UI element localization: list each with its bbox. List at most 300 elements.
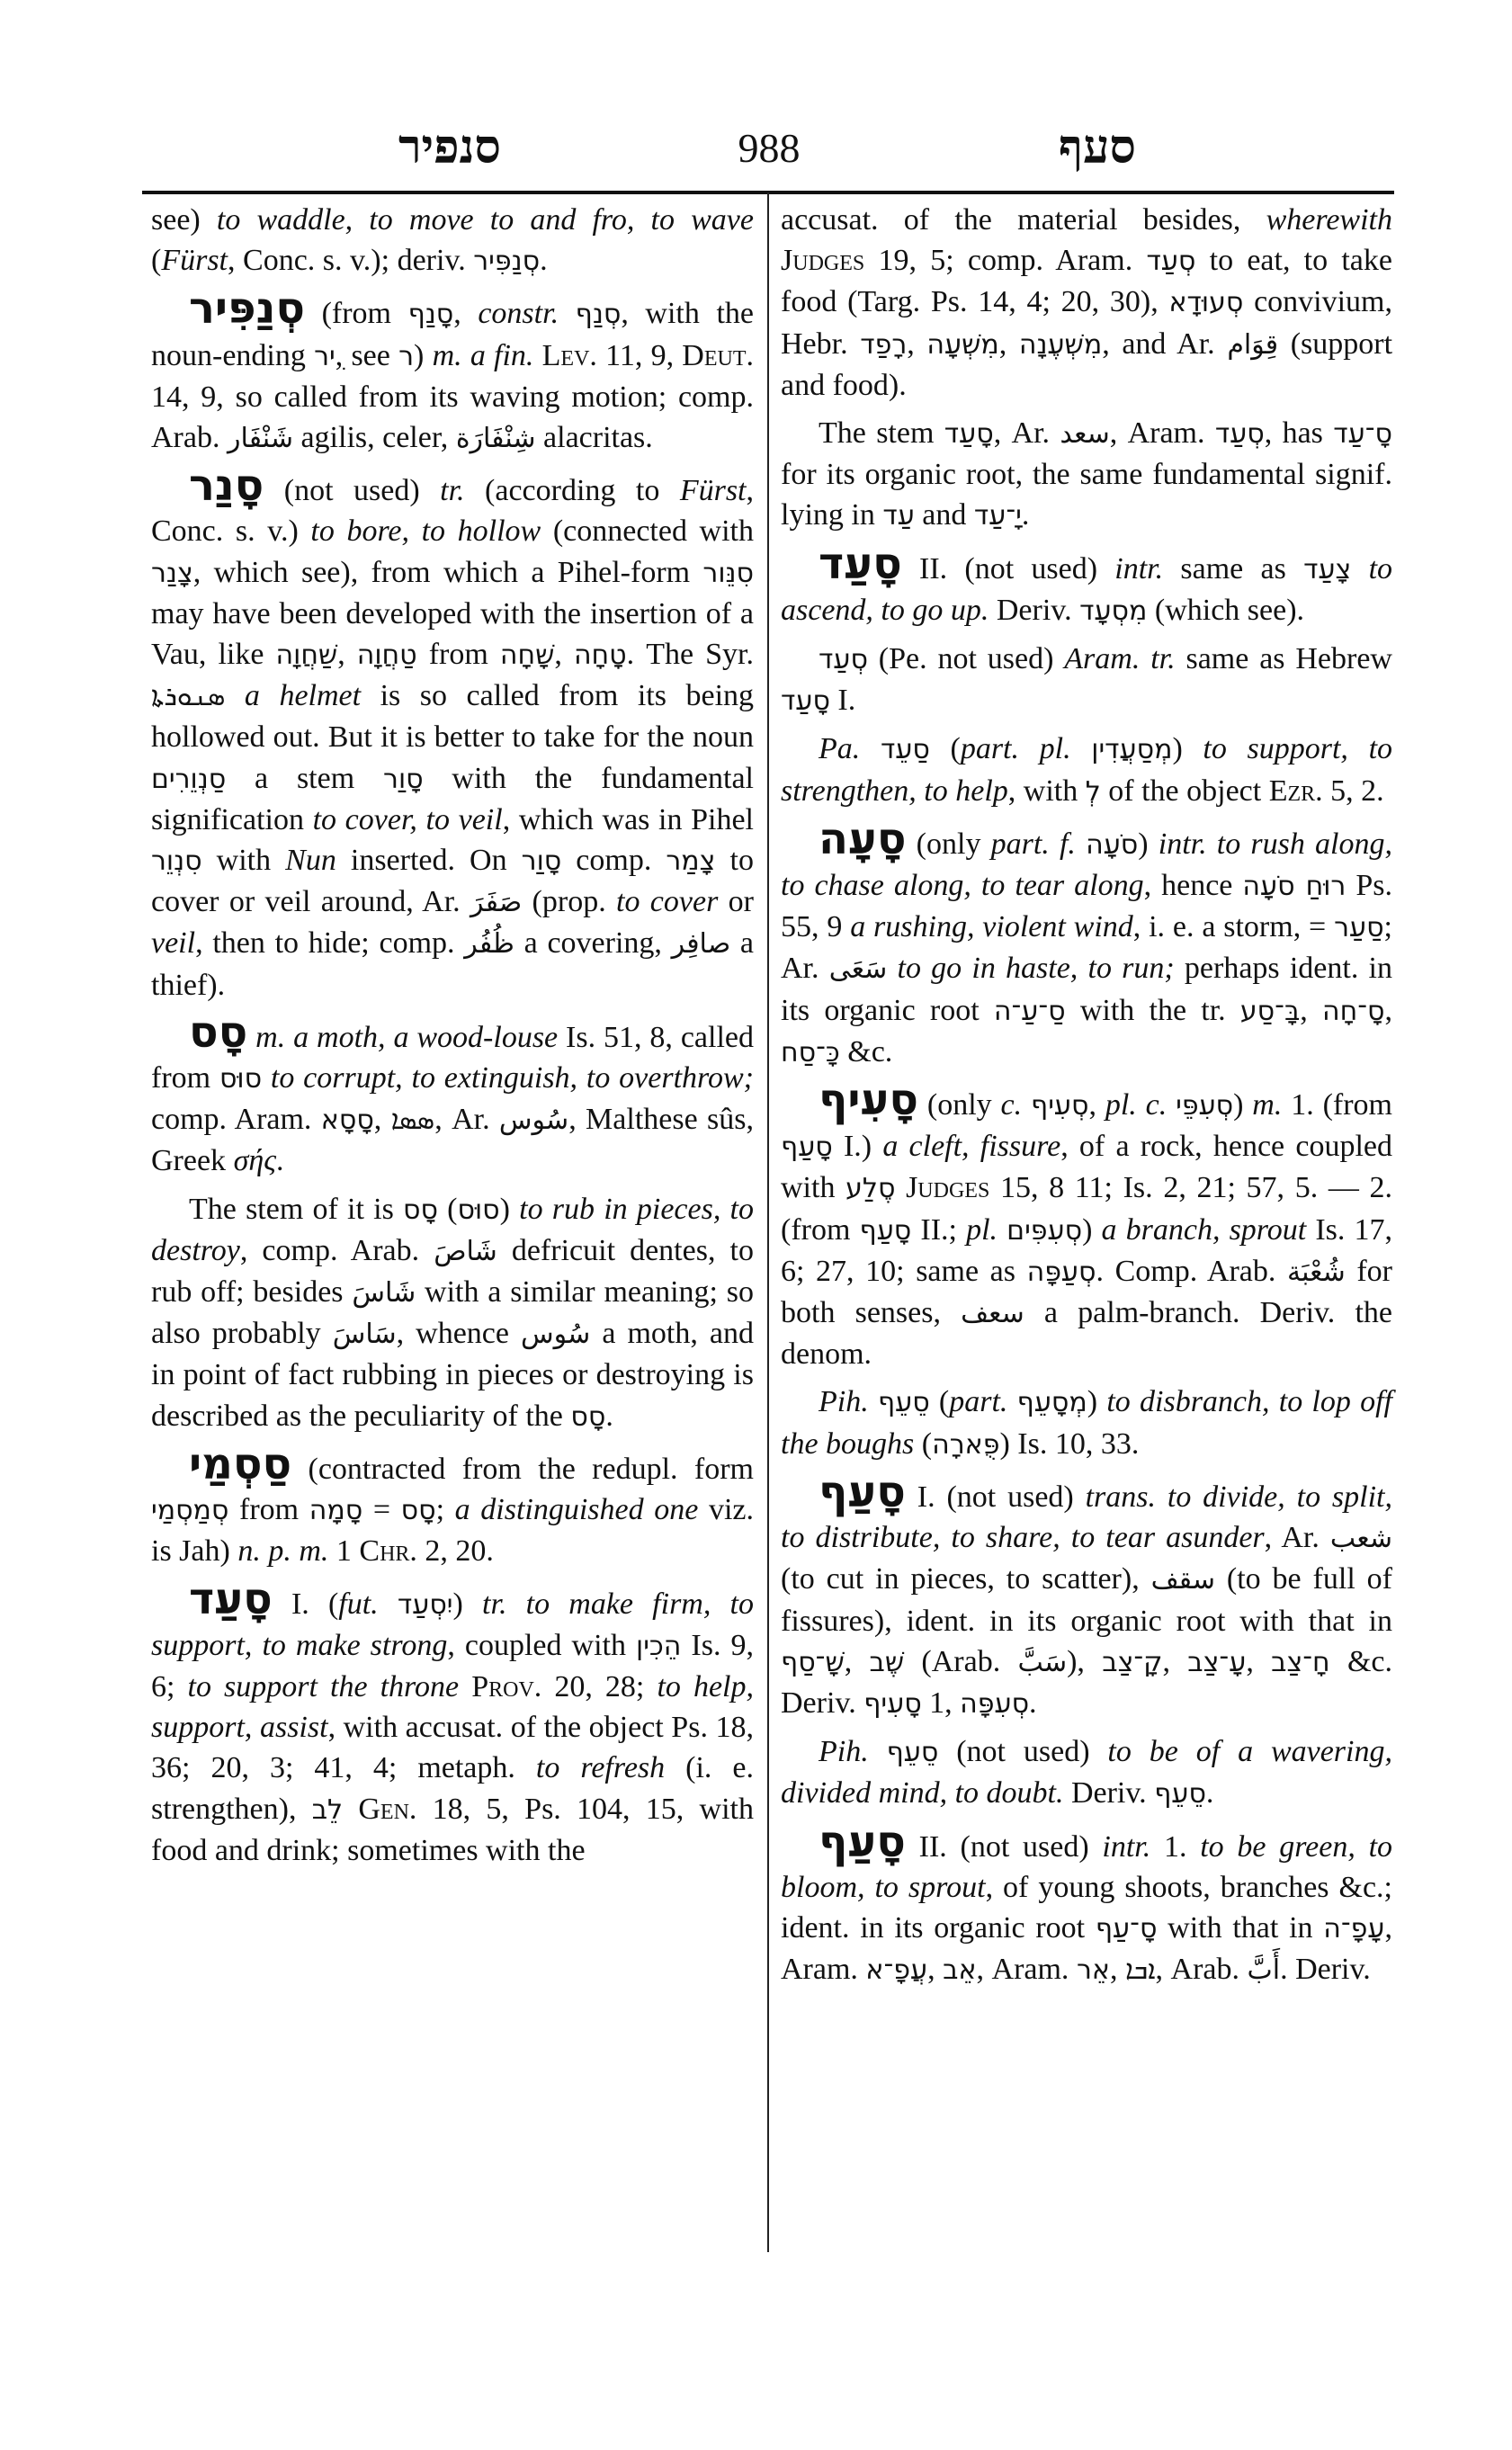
dictionary-entry bbox=[781, 1466, 1392, 1724]
hebrew-word: סָ־חָה bbox=[1322, 995, 1385, 1027]
text: (i. e. strengthen), bbox=[151, 1751, 755, 1826]
text: , bbox=[907, 326, 927, 361]
foreign-script-word: سَعَى bbox=[828, 953, 888, 986]
hebrew-word: שֶׁב bbox=[869, 1646, 905, 1678]
text: , hence bbox=[1143, 869, 1243, 903]
hebrew-word: סוּס bbox=[219, 1063, 263, 1095]
text: . Deriv. bbox=[1280, 1953, 1371, 1987]
hebrew-word: סְעִפֵּי bbox=[1176, 1090, 1234, 1122]
text: , bbox=[1109, 1953, 1125, 1987]
text: , Ar. bbox=[1264, 1521, 1330, 1555]
running-head-right: סעף bbox=[1059, 122, 1136, 174]
hebrew-word: סֹעָה bbox=[1086, 828, 1139, 861]
hebrew-word: מִשְׁעָה bbox=[926, 328, 999, 361]
text: ) bbox=[1082, 1212, 1102, 1247]
text bbox=[1022, 1088, 1031, 1122]
text: a moth, and in point of fact rubbing in pieces or destroying is described as the peculiarity of the bbox=[151, 1317, 755, 1433]
text: ) bbox=[1138, 827, 1159, 861]
italic-text: to be of a wavering, divided mind, to doubt. bbox=[781, 1735, 1392, 1811]
italic-text: to support, to strengthen, to help bbox=[781, 732, 1393, 808]
text: . bbox=[1205, 1776, 1214, 1811]
dictionary-entry bbox=[151, 1189, 754, 1437]
text: ( bbox=[151, 244, 162, 278]
text bbox=[247, 1021, 255, 1054]
text: , which see), from which a Pihel-form bbox=[192, 555, 703, 589]
text: (not used) bbox=[264, 474, 441, 508]
text: comp. Aram. bbox=[151, 1103, 321, 1137]
hebrew-word: סְעַד bbox=[1214, 418, 1265, 451]
foreign-script-word: صافِر bbox=[671, 928, 731, 961]
left-column bbox=[151, 200, 754, 1878]
hebrew-word: סַעַר bbox=[1334, 912, 1384, 944]
text: . Comp. Arab. bbox=[1096, 1254, 1287, 1288]
hebrew-word: סוּס bbox=[457, 1194, 500, 1226]
hebrew-word: טָחָה bbox=[573, 639, 627, 672]
italic-text: σής bbox=[233, 1144, 276, 1178]
dictionary-entry bbox=[781, 813, 1393, 1073]
text: 5, 2. bbox=[1322, 773, 1384, 808]
hebrew-word: מְסָעֵף bbox=[1016, 1387, 1087, 1419]
text bbox=[1167, 1088, 1176, 1122]
hebrew-word: לְ bbox=[1085, 775, 1101, 808]
text: ( bbox=[929, 732, 961, 766]
text: . bbox=[605, 1399, 613, 1433]
text: (contracted from the redupl. form bbox=[291, 1452, 754, 1486]
hebrew-word: רָפַד bbox=[860, 328, 908, 361]
text: , then to hide; comp. bbox=[195, 926, 465, 961]
small-caps-ref: Judges bbox=[781, 244, 865, 278]
text: (only bbox=[918, 1088, 1001, 1122]
hebrew-word: סָעַד bbox=[781, 685, 830, 718]
text: agilis, celer, bbox=[292, 421, 456, 455]
text: I.) bbox=[832, 1130, 883, 1164]
headword: סָעַד bbox=[819, 538, 902, 589]
italic-text: veil bbox=[151, 926, 196, 961]
text: with the fundamental signification bbox=[151, 761, 755, 836]
hebrew-word: סָס bbox=[400, 1495, 436, 1527]
text bbox=[860, 732, 881, 765]
text: (connected with bbox=[541, 514, 754, 549]
italic-text: Pih. bbox=[819, 1385, 869, 1419]
text bbox=[1351, 552, 1368, 586]
hebrew-word: מִשְׁעֶנָה bbox=[1018, 328, 1103, 361]
text: (from bbox=[304, 297, 408, 331]
foreign-script-word: سعف bbox=[961, 1298, 1024, 1330]
dictionary-entry bbox=[781, 413, 1392, 537]
headword: סָעַף bbox=[819, 1466, 906, 1517]
hebrew-word: שָׁחָה bbox=[499, 639, 555, 672]
hebrew-word: סֶלַע bbox=[845, 1173, 896, 1205]
text: ; bbox=[435, 1493, 455, 1527]
text: II. (not used) bbox=[905, 1829, 1103, 1864]
italic-text: tr. bbox=[440, 474, 465, 508]
italic-text: Fürst bbox=[161, 244, 228, 278]
hebrew-word: הֵכִין bbox=[636, 1630, 682, 1662]
text: , Ar. bbox=[993, 416, 1060, 451]
italic-text: c. bbox=[1000, 1088, 1023, 1122]
hebrew-word: יָ־עַד bbox=[973, 500, 1022, 532]
dictionary-entry bbox=[781, 1731, 1392, 1814]
hebrew-word: סָוַר bbox=[521, 845, 562, 878]
hebrew-word: רוּחַ סֹעָה bbox=[1242, 871, 1346, 903]
foreign-script-word: شَنْفَار bbox=[227, 423, 293, 455]
page-number: 988 bbox=[738, 125, 801, 171]
text bbox=[343, 1793, 358, 1826]
text: a palm-branch. Deriv. the denom. bbox=[781, 1296, 1392, 1372]
italic-text: a branch, sprout bbox=[1101, 1212, 1307, 1247]
foreign-script-word: شِنْفَارَة bbox=[455, 423, 536, 455]
hebrew-word: סְעַד bbox=[819, 644, 868, 676]
text: ) bbox=[1233, 1088, 1253, 1122]
text: , Ar. bbox=[434, 1103, 499, 1137]
hebrew-word: סְמַסְמַי bbox=[151, 1495, 229, 1527]
text: with that in bbox=[1157, 1910, 1324, 1945]
italic-text: pl. bbox=[966, 1212, 998, 1247]
foreign-script-word: أَبَّ bbox=[1247, 1954, 1281, 1987]
text: (only bbox=[906, 827, 991, 861]
hebrew-word: סָ־עַד bbox=[1333, 418, 1393, 451]
text: II. (not used) bbox=[901, 551, 1115, 586]
hebrew-word: סְנַפִּיר bbox=[473, 246, 541, 278]
hebrew-word: בָּ־סַע bbox=[1239, 995, 1301, 1027]
text: convivium, Hebr. bbox=[781, 285, 1393, 361]
dictionary-entry bbox=[151, 1438, 754, 1572]
hebrew-word: עָפָ־ה bbox=[1323, 1912, 1385, 1945]
italic-text: to rub in pieces, to destroy bbox=[151, 1192, 754, 1267]
column-divider bbox=[767, 192, 769, 2252]
text: from bbox=[228, 1493, 309, 1527]
text: see) bbox=[151, 203, 217, 237]
text: . bbox=[276, 1144, 284, 1178]
hebrew-word: סָס bbox=[570, 1400, 606, 1433]
text: defricuit dentes, to rub off; besides bbox=[151, 1233, 754, 1310]
dictionary-entry bbox=[781, 1816, 1393, 1991]
hebrew-word: סַ־עַ־ה bbox=[993, 995, 1066, 1027]
text: 1. bbox=[1150, 1829, 1201, 1864]
text: , with accusat. of the object Ps. 18, 36; 20, 3; 41, 4; metaph. bbox=[151, 1711, 755, 1785]
text: ) Is. 10, 33. bbox=[999, 1426, 1140, 1461]
text bbox=[1071, 732, 1092, 765]
text: ) bbox=[1172, 732, 1203, 766]
italic-text: Aram. tr. bbox=[1064, 642, 1176, 676]
foreign-script-word: سُوس bbox=[521, 1319, 591, 1351]
italic-text: part. pl. bbox=[960, 732, 1071, 766]
dictionary-entry bbox=[781, 538, 1393, 631]
italic-text: a helmet bbox=[244, 679, 362, 713]
hebrew-word: טַחֲוָה bbox=[356, 639, 417, 672]
italic-text: m. a moth, a wood-louse bbox=[255, 1020, 559, 1054]
text: , bbox=[927, 1953, 944, 1987]
dictionary-entry bbox=[781, 729, 1392, 811]
text: alacritas. bbox=[535, 421, 653, 455]
text: ), bbox=[1067, 1644, 1103, 1678]
hebrew-word: סָס bbox=[403, 1194, 438, 1226]
hebrew-word: עֲפָ־א bbox=[865, 1954, 928, 1987]
hebrew-word: סְנַף bbox=[575, 299, 622, 331]
text: ) bbox=[1087, 1385, 1107, 1419]
hebrew-word: צָמַר bbox=[666, 845, 716, 878]
hebrew-word: יִסְעַד bbox=[397, 1588, 453, 1621]
text: to cover or veil around, Ar. bbox=[151, 844, 754, 919]
italic-text: to bore, to hollow bbox=[310, 514, 541, 549]
text: II.; bbox=[911, 1212, 967, 1247]
foreign-script-word: سعد bbox=[1060, 418, 1110, 451]
text: , Conc. s. v.); deriv. bbox=[228, 244, 474, 278]
text: 15, 8 11; Is. 2, 21; 57, 5. — 2. (from bbox=[781, 1171, 1393, 1247]
hebrew-word: סָ־עַף bbox=[1095, 1912, 1158, 1945]
italic-text: Nun bbox=[285, 844, 336, 878]
small-caps-ref: Deut. bbox=[682, 338, 755, 372]
text: , Malthese sûs, Greek bbox=[151, 1103, 754, 1178]
text: 14, 9, so called from its waving motion; comp. Arab. bbox=[151, 380, 754, 455]
italic-text: to be green, to bloom, to sprout bbox=[781, 1829, 1393, 1904]
foreign-script-word: سَاسَ bbox=[332, 1319, 397, 1351]
italic-text: part. f. bbox=[990, 827, 1076, 861]
text: ) bbox=[499, 1192, 520, 1226]
italic-text: to support the throne bbox=[187, 1669, 460, 1703]
text bbox=[1076, 827, 1086, 861]
hebrew-word: צָנַר bbox=[151, 557, 193, 589]
text: perhaps ident. in its organic root bbox=[781, 952, 1392, 1027]
text: with bbox=[201, 844, 286, 878]
text bbox=[262, 1061, 271, 1095]
dictionary-entry bbox=[151, 1573, 755, 1871]
foreign-script-word: سَبَّ bbox=[1017, 1646, 1068, 1678]
text: ( bbox=[929, 1385, 950, 1419]
headword: סָעָה bbox=[819, 813, 907, 864]
headword: סָעִיף bbox=[819, 1075, 919, 1126]
text: . bbox=[540, 244, 548, 278]
foreign-script-word: شُعْبَة bbox=[1287, 1256, 1346, 1288]
italic-text: pl. c. bbox=[1105, 1088, 1168, 1122]
text: , with bbox=[1007, 773, 1086, 808]
text bbox=[225, 679, 245, 712]
text: from bbox=[416, 638, 500, 672]
text bbox=[895, 1171, 906, 1204]
text: , Aram. bbox=[781, 1910, 1392, 1987]
foreign-script-word: قِوَام bbox=[1227, 328, 1279, 361]
text: Deriv. bbox=[989, 593, 1080, 627]
text bbox=[998, 1213, 1007, 1247]
text: 2, 20. bbox=[416, 1534, 494, 1569]
text: , see bbox=[335, 338, 399, 372]
dictionary-entry bbox=[781, 639, 1392, 721]
dictionary-entry bbox=[151, 460, 755, 1006]
hebrew-word: סָעַד bbox=[944, 418, 994, 451]
foreign-script-word: شَاسَ bbox=[352, 1277, 416, 1310]
hebrew-word: סְעַד bbox=[1146, 246, 1196, 278]
italic-text: intr. bbox=[1102, 1829, 1151, 1864]
text: , bbox=[1300, 993, 1323, 1027]
italic-text: tr. to make firm, to support, to make strong bbox=[151, 1587, 754, 1662]
italic-text: wherewith bbox=[1266, 203, 1392, 237]
hebrew-word: ִיר bbox=[314, 340, 336, 372]
foreign-script-word: شَاصَ bbox=[434, 1235, 497, 1267]
text: 1, bbox=[921, 1685, 961, 1720]
dictionary-entry bbox=[151, 200, 754, 282]
text: , comp. Arab. bbox=[239, 1233, 434, 1267]
text: 11, 9, bbox=[596, 338, 683, 372]
text: with the tr. bbox=[1065, 993, 1240, 1027]
hebrew-word: סִנֵּור bbox=[702, 557, 754, 589]
text: (Pe. not used) bbox=[867, 642, 1065, 676]
text: inserted. On bbox=[336, 844, 522, 878]
text: ( bbox=[914, 1426, 933, 1461]
hebrew-word: סֵעֵף bbox=[877, 1387, 930, 1419]
text: , bbox=[1384, 993, 1393, 1027]
hebrew-word: סָוַר bbox=[383, 763, 424, 795]
foreign-script-word: صَفَرَ bbox=[470, 887, 523, 919]
text: (according to bbox=[464, 474, 680, 508]
foreign-script-word: شعب bbox=[1329, 1523, 1392, 1555]
italic-text: to go in haste, to run; bbox=[897, 952, 1175, 986]
text: ) bbox=[452, 1587, 483, 1621]
text: , bbox=[337, 638, 357, 672]
small-caps-ref: Chr. bbox=[359, 1534, 417, 1569]
text: , of a rock, hence coupled with bbox=[781, 1130, 1392, 1205]
text: , coupled with bbox=[447, 1628, 637, 1662]
dictionary-entry bbox=[781, 1075, 1393, 1374]
text bbox=[459, 1670, 471, 1703]
italic-text: to ascend, to go up. bbox=[781, 551, 1393, 627]
text: and bbox=[914, 498, 974, 532]
text bbox=[869, 1735, 887, 1768]
italic-text: Pih. bbox=[819, 1735, 869, 1769]
text: , of young shoots, branches &c.; ident. in its organic root bbox=[781, 1870, 1393, 1945]
text: (to be full of fissures), ident. in its organic root with that in bbox=[781, 1562, 1392, 1638]
text: , bbox=[1246, 1644, 1272, 1678]
text: ( bbox=[437, 1192, 458, 1226]
hebrew-word: אֵב bbox=[943, 1954, 977, 1987]
foreign-script-word: ܣܣܐ bbox=[390, 1104, 435, 1137]
text: viz. is Jah) bbox=[151, 1493, 754, 1569]
italic-text: trans. to divide, to split, to distribute, to share, to tear asunder bbox=[781, 1480, 1392, 1555]
text: a thief). bbox=[151, 926, 755, 1002]
text: , Arab. bbox=[1155, 1953, 1248, 1987]
text: 19, 5; comp. Aram. bbox=[864, 244, 1147, 278]
hebrew-word: מִסְעָד bbox=[1079, 595, 1148, 627]
text: I. ( bbox=[272, 1587, 339, 1621]
italic-text: constr. bbox=[478, 297, 559, 331]
text: same as Hebrew bbox=[1175, 642, 1392, 676]
text: 18, 5, Ps. 104, 15, with food and drink; sometimes with the bbox=[151, 1792, 754, 1867]
hebrew-word: סְעִפִּים bbox=[1007, 1214, 1083, 1247]
italic-text: to disbranch, to lop off the boughs bbox=[781, 1385, 1393, 1461]
text: , i. e. a storm, = bbox=[1132, 910, 1335, 944]
italic-text: intr. bbox=[1114, 551, 1164, 586]
italic-text: intr. to rush along, to chase along, to tear along bbox=[781, 827, 1393, 903]
text: , with the noun-ending bbox=[151, 297, 755, 372]
hebrew-word: שַׁחֲוָה bbox=[275, 639, 338, 672]
text: 20, 28; bbox=[541, 1669, 658, 1703]
italic-text: to waddle, to move to and fro, to wave bbox=[216, 203, 754, 237]
italic-text: a rushing, violent wind bbox=[850, 910, 1133, 944]
hebrew-word: עַד bbox=[882, 500, 915, 532]
text: a stem bbox=[226, 761, 384, 795]
italic-text: to refresh bbox=[535, 1751, 666, 1785]
text: , bbox=[373, 1103, 391, 1137]
italic-text: a cleft, fissure bbox=[882, 1130, 1061, 1164]
text: , bbox=[998, 326, 1019, 361]
dictionary-entry bbox=[781, 1381, 1392, 1464]
hebrew-word: עָ־צַב bbox=[1187, 1646, 1247, 1678]
italic-text: Pa. bbox=[819, 732, 861, 766]
italic-text: a distinguished one bbox=[454, 1493, 699, 1527]
foreign-script-word: ܐܒܐ bbox=[1124, 1954, 1156, 1987]
text: of the object bbox=[1100, 773, 1269, 808]
text: (to cut in pieces, to scatter), bbox=[781, 1562, 1151, 1596]
hebrew-word: סְעַפָּה bbox=[1026, 1256, 1096, 1288]
text: , bbox=[453, 297, 479, 331]
hebrew-word: סֵעֵף bbox=[886, 1737, 939, 1769]
hebrew-word: אֵר bbox=[1076, 1954, 1110, 1987]
italic-text: part. bbox=[949, 1385, 1008, 1419]
headword: סָעַף bbox=[819, 1816, 906, 1867]
hebrew-word: סְעוּדָא bbox=[1168, 287, 1244, 319]
small-caps-ref: Lev. bbox=[541, 338, 597, 372]
hebrew-word: סָעַף bbox=[859, 1214, 912, 1247]
hebrew-word: סַנְוֵרִים bbox=[151, 763, 227, 795]
text: I. (not used) bbox=[905, 1480, 1086, 1514]
headword: סָעַד bbox=[189, 1573, 273, 1624]
text bbox=[887, 952, 897, 985]
foreign-script-word: سُوس bbox=[498, 1104, 569, 1137]
right-column bbox=[781, 200, 1392, 1998]
italic-text: m. a fin. bbox=[432, 338, 534, 372]
text bbox=[533, 339, 541, 372]
hebrew-word: סָעִיף bbox=[863, 1687, 922, 1720]
text bbox=[1007, 1385, 1016, 1418]
hebrew-word: שָׁ־סַף bbox=[781, 1646, 845, 1678]
text: Is. 17, 6; 27, 10; same as bbox=[781, 1212, 1392, 1288]
text: is so called from its being hollowed out. But it is better to take for the noun bbox=[151, 679, 755, 755]
hebrew-word: סַעֵד bbox=[880, 734, 930, 766]
text: for both senses, bbox=[781, 1254, 1392, 1330]
text: , bbox=[1162, 1644, 1188, 1678]
hebrew-word: מְסַעֲדִין bbox=[1091, 734, 1173, 766]
text: (which see). bbox=[1147, 593, 1305, 627]
text: Ps. 55, 9 bbox=[781, 869, 1393, 944]
hebrew-word: כָּ־סַח bbox=[781, 1036, 840, 1069]
text: to eat, to take food (Targ. Ps. 14, 4; 20, 30), bbox=[781, 244, 1392, 319]
headword: סָנַר bbox=[189, 460, 264, 512]
italic-text: m. bbox=[1252, 1088, 1283, 1122]
italic-text: n. p. m. bbox=[237, 1534, 329, 1569]
text: , Aram. bbox=[1109, 416, 1215, 451]
italic-text: Fürst bbox=[679, 474, 747, 508]
text: accusat. of the material besides, bbox=[781, 203, 1266, 237]
text bbox=[379, 1587, 398, 1621]
text: comp. bbox=[561, 844, 667, 878]
text: a covering, bbox=[514, 926, 672, 961]
text: , whence bbox=[396, 1317, 522, 1351]
italic-text: to cover bbox=[616, 885, 719, 919]
text: 1. (from bbox=[1282, 1088, 1393, 1122]
text bbox=[869, 1385, 878, 1418]
text: Is. 9, 6; bbox=[151, 1628, 754, 1703]
text: Deriv. bbox=[1063, 1776, 1155, 1811]
text: The stem bbox=[819, 416, 944, 451]
text: . bbox=[1029, 1685, 1037, 1720]
running-head-left: סנפיר bbox=[398, 122, 501, 174]
text: (prop. bbox=[522, 885, 617, 919]
hebrew-word: סָעַף bbox=[781, 1131, 833, 1164]
headword: סְנַפִּיר bbox=[189, 283, 305, 335]
text: = bbox=[362, 1493, 401, 1527]
text: , which was in Pihel bbox=[502, 802, 755, 836]
text: Is. 51, 8, called from bbox=[151, 1020, 755, 1095]
text: ) bbox=[414, 338, 433, 372]
